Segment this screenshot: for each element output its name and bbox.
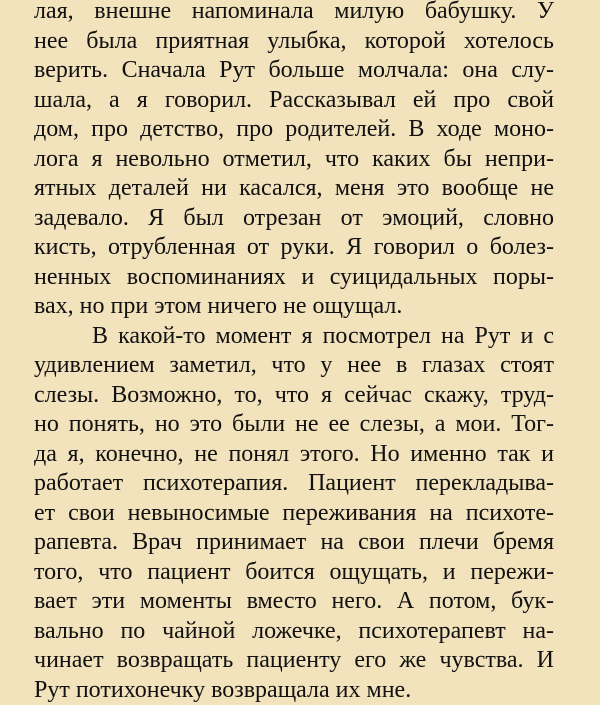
text-line: вает эти моменты вместо него. А потом, бук- bbox=[34, 587, 554, 617]
text-line: слезы. Возможно, то, что я сейчас скажу, труд- bbox=[34, 381, 554, 411]
paragraph-1 bbox=[34, 0, 554, 322]
text-line: работает психотерапия. Пациент перекладыва- bbox=[34, 469, 554, 499]
text-line: нее была приятная улыбка, которой хотелось bbox=[34, 27, 554, 57]
text-line: шала, а я говорил. Рассказывал ей про свой bbox=[34, 86, 554, 116]
text-line: но понять, но это были не ее слезы, а мои. Тог- bbox=[34, 410, 554, 440]
page-text bbox=[34, 0, 554, 705]
paragraph-2 bbox=[34, 322, 554, 705]
text-line: да я, конечно, не понял этого. Но именно так и bbox=[34, 440, 554, 470]
text-line: вально по чайной ложечке, психотерапевт на- bbox=[34, 617, 554, 647]
text-line: рапевта. Врач принимает на свои плечи бремя bbox=[34, 528, 554, 558]
text-line: вах, но при этом ничего не ощущал. bbox=[34, 292, 554, 322]
text-line: ненных воспоминаниях и суицидальных поры- bbox=[34, 263, 554, 293]
text-line: кисть, отрубленная от руки. Я говорил о болез- bbox=[34, 233, 554, 263]
text-line: В какой-то момент я посмотрел на Рут и с bbox=[34, 322, 554, 352]
text-line: ет свои невыносимые переживания на психоте- bbox=[34, 499, 554, 529]
text-line: ятных деталей ни касался, меня это вообще не bbox=[34, 174, 554, 204]
text-line: чинает возвращать пациенту его же чувства. И bbox=[34, 646, 554, 676]
text-line: верить. Сначала Рут больше молчала: она слу- bbox=[34, 56, 554, 86]
text-line: лога я невольно отметил, что каких бы непри- bbox=[34, 145, 554, 175]
text-line: дом, про детство, про родителей. В ходе моно- bbox=[34, 115, 554, 145]
text-line: задевало. Я был отрезан от эмоций, словно bbox=[34, 204, 554, 234]
text-line: Рут потихонечку возвращала их мне. bbox=[34, 676, 554, 705]
text-line: удивлением заметил, что у нее в глазах стоят bbox=[34, 351, 554, 381]
text-line: того, что пациент боится ощущать, и пережи- bbox=[34, 558, 554, 588]
text-line: лая, внешне напоминала милую бабушку. У bbox=[34, 0, 554, 27]
